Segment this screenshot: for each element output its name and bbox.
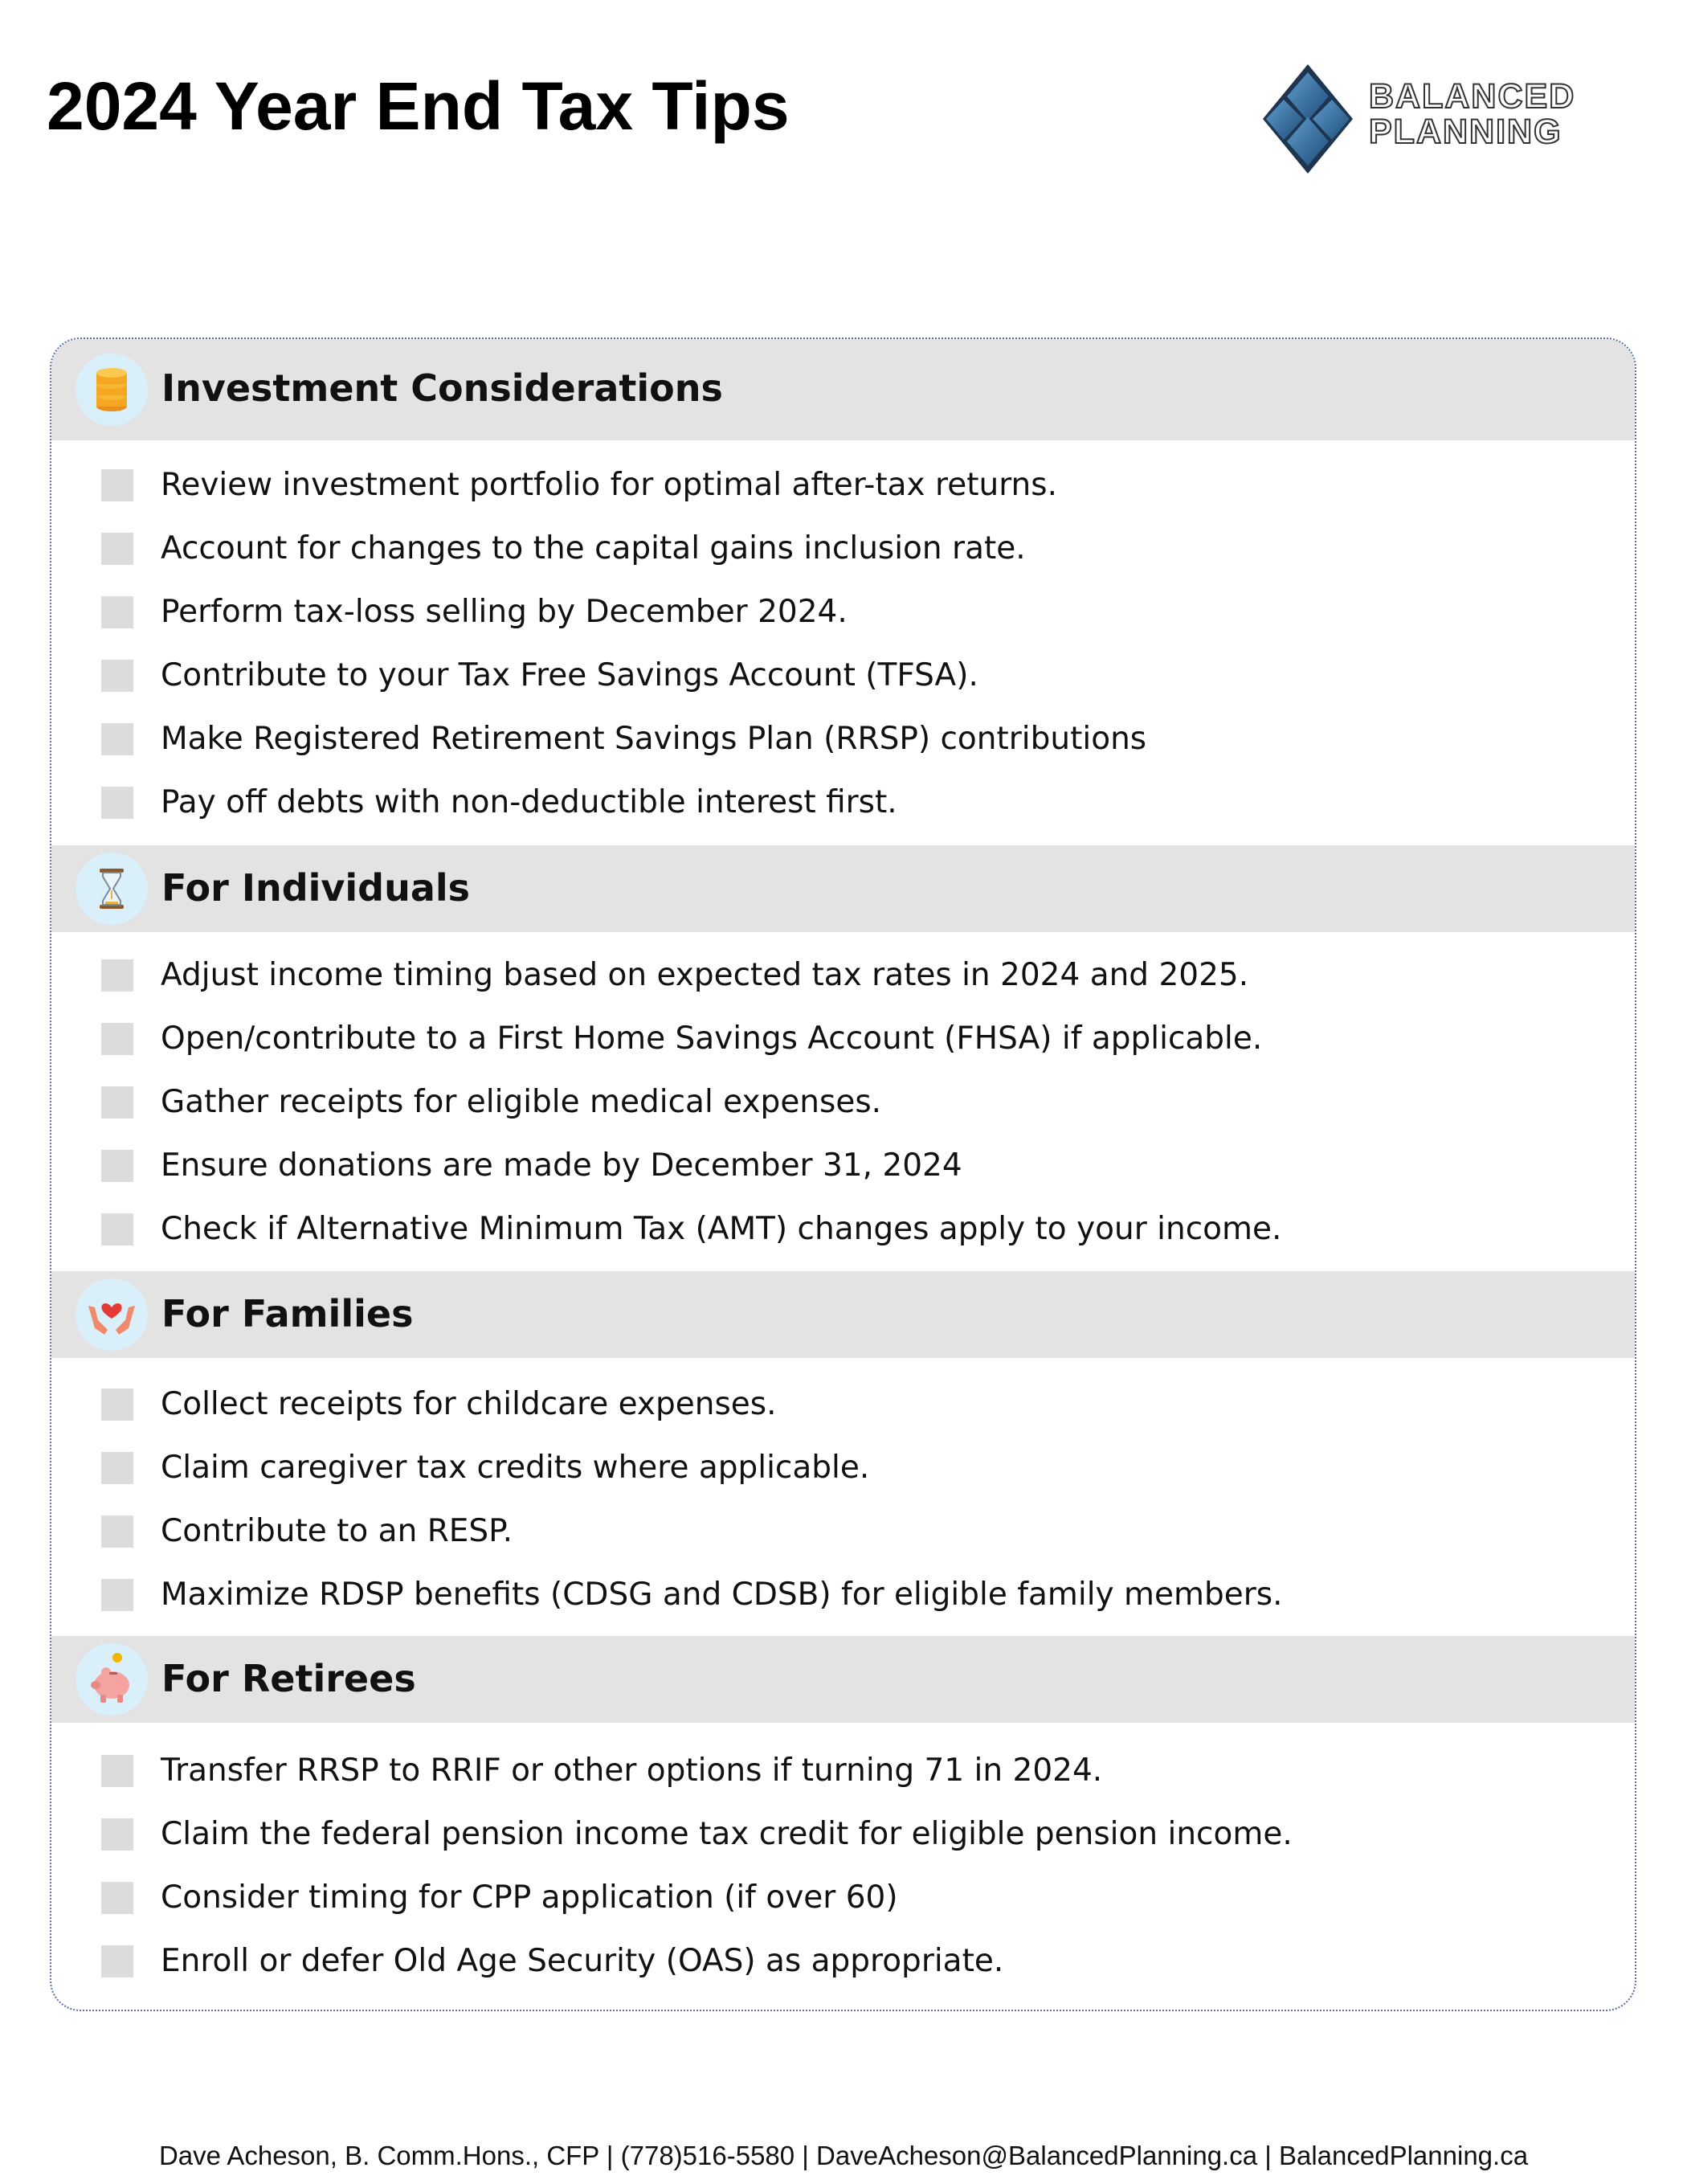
section-header	[51, 1636, 1635, 1723]
checkbox[interactable]	[101, 1579, 133, 1611]
section-individuals	[51, 845, 1635, 1271]
checkbox[interactable]	[101, 1389, 133, 1421]
list-item	[51, 1444, 1635, 1507]
list-item	[51, 1015, 1635, 1078]
list-item	[51, 1507, 1635, 1571]
checkbox[interactable]	[101, 1086, 133, 1119]
checkbox[interactable]	[101, 1882, 133, 1914]
list-item	[51, 1078, 1635, 1142]
item-text: Gather receipts for eligible medical expenses.	[161, 1084, 882, 1120]
section-retirees	[51, 1636, 1635, 2011]
list-item	[51, 525, 1635, 588]
list-item	[51, 652, 1635, 715]
item-text: Account for changes to the capital gains inclusion rate.	[161, 530, 1026, 566]
hands-heart-icon	[76, 1278, 148, 1351]
checkbox[interactable]	[101, 1150, 133, 1182]
item-text: Transfer RRSP to RRIF or other options if turning 71 in 2024.	[161, 1753, 1103, 1789]
list-item	[51, 1571, 1635, 1634]
list-item	[51, 1380, 1635, 1444]
checkbox[interactable]	[101, 959, 133, 992]
contact-footer: Dave Acheson, B. Comm.Hons., CFP | (778)516-5580 | DaveAcheson@BalancedPlanning.ca | BalancedPlanning.ca	[158, 2141, 1529, 2170]
item-text: Enroll or defer Old Age Security (OAS) as appropriate.	[161, 1943, 1004, 1979]
checkbox[interactable]	[101, 1818, 133, 1851]
section-title: For Individuals	[161, 866, 471, 910]
section-header	[51, 1271, 1635, 1358]
item-text: Ensure donations are made by December 31, 2024	[161, 1147, 962, 1184]
brand-logo	[1261, 63, 1583, 175]
item-text: Check if Alternative Minimum Tax (AMT) changes apply to your income.	[161, 1211, 1282, 1247]
checklist	[51, 1380, 1635, 1634]
item-text: Consider timing for CPP application (if over 60)	[161, 1879, 898, 1916]
checklist	[51, 461, 1635, 842]
list-item	[51, 1142, 1635, 1205]
checkbox[interactable]	[101, 1452, 133, 1484]
checklist	[51, 1747, 1635, 2001]
checkbox[interactable]	[101, 469, 133, 501]
diamond-logo-icon	[1261, 63, 1354, 175]
coin-stack-icon	[76, 354, 148, 426]
item-text: Review investment portfolio for optimal after-tax returns.	[161, 467, 1057, 503]
list-item	[51, 1747, 1635, 1810]
logo-line-1: BALANCED	[1369, 77, 1576, 116]
list-item	[51, 1937, 1635, 2001]
item-text: Claim caregiver tax credits where applicable.	[161, 1450, 870, 1486]
section-header	[51, 845, 1635, 932]
checkbox[interactable]	[101, 723, 133, 755]
list-item	[51, 1874, 1635, 1937]
item-text: Make Registered Retirement Savings Plan (RRSP) contributions	[161, 721, 1147, 757]
list-item	[51, 779, 1635, 842]
checkbox[interactable]	[101, 1755, 133, 1787]
item-text: Claim the federal pension income tax credit for eligible pension income.	[161, 1816, 1293, 1852]
piggy-bank-icon	[76, 1643, 148, 1716]
checkbox[interactable]	[101, 1945, 133, 1977]
list-item	[51, 1205, 1635, 1269]
item-text: Open/contribute to a First Home Savings Account (FHSA) if applicable.	[161, 1020, 1263, 1057]
list-item	[51, 951, 1635, 1015]
item-text: Contribute to your Tax Free Savings Account (TFSA).	[161, 657, 978, 693]
item-text: Perform tax-loss selling by December 2024.	[161, 594, 848, 630]
item-text: Maximize RDSP benefits (CDSG and CDSB) for eligible family members.	[161, 1577, 1283, 1613]
item-text: Collect receipts for childcare expenses.	[161, 1386, 777, 1422]
checklist-card	[50, 337, 1636, 2011]
checkbox[interactable]	[101, 1515, 133, 1548]
section-title: For Retirees	[161, 1657, 416, 1700]
section-investment	[51, 339, 1635, 845]
section-title: Investment Considerations	[161, 366, 723, 410]
checklist	[51, 951, 1635, 1269]
section-title: For Families	[161, 1292, 414, 1335]
hourglass-icon	[76, 853, 148, 925]
list-item	[51, 1810, 1635, 1874]
checkbox[interactable]	[101, 787, 133, 819]
list-item	[51, 588, 1635, 652]
section-header	[51, 339, 1635, 440]
item-text: Adjust income timing based on expected tax rates in 2024 and 2025.	[161, 957, 1249, 993]
checkbox[interactable]	[101, 596, 133, 628]
item-text: Pay off debts with non-deductible interest first.	[161, 784, 897, 820]
list-item	[51, 715, 1635, 779]
item-text: Contribute to an RESP.	[161, 1513, 513, 1549]
section-families	[51, 1271, 1635, 1636]
checkbox[interactable]	[101, 1213, 133, 1245]
logo-line-2: PLANNING	[1369, 112, 1562, 151]
checkbox[interactable]	[101, 1023, 133, 1055]
checkbox[interactable]	[101, 533, 133, 565]
page-title: 2024 Year End Tax Tips	[47, 68, 790, 144]
checkbox[interactable]	[101, 660, 133, 692]
list-item	[51, 461, 1635, 525]
